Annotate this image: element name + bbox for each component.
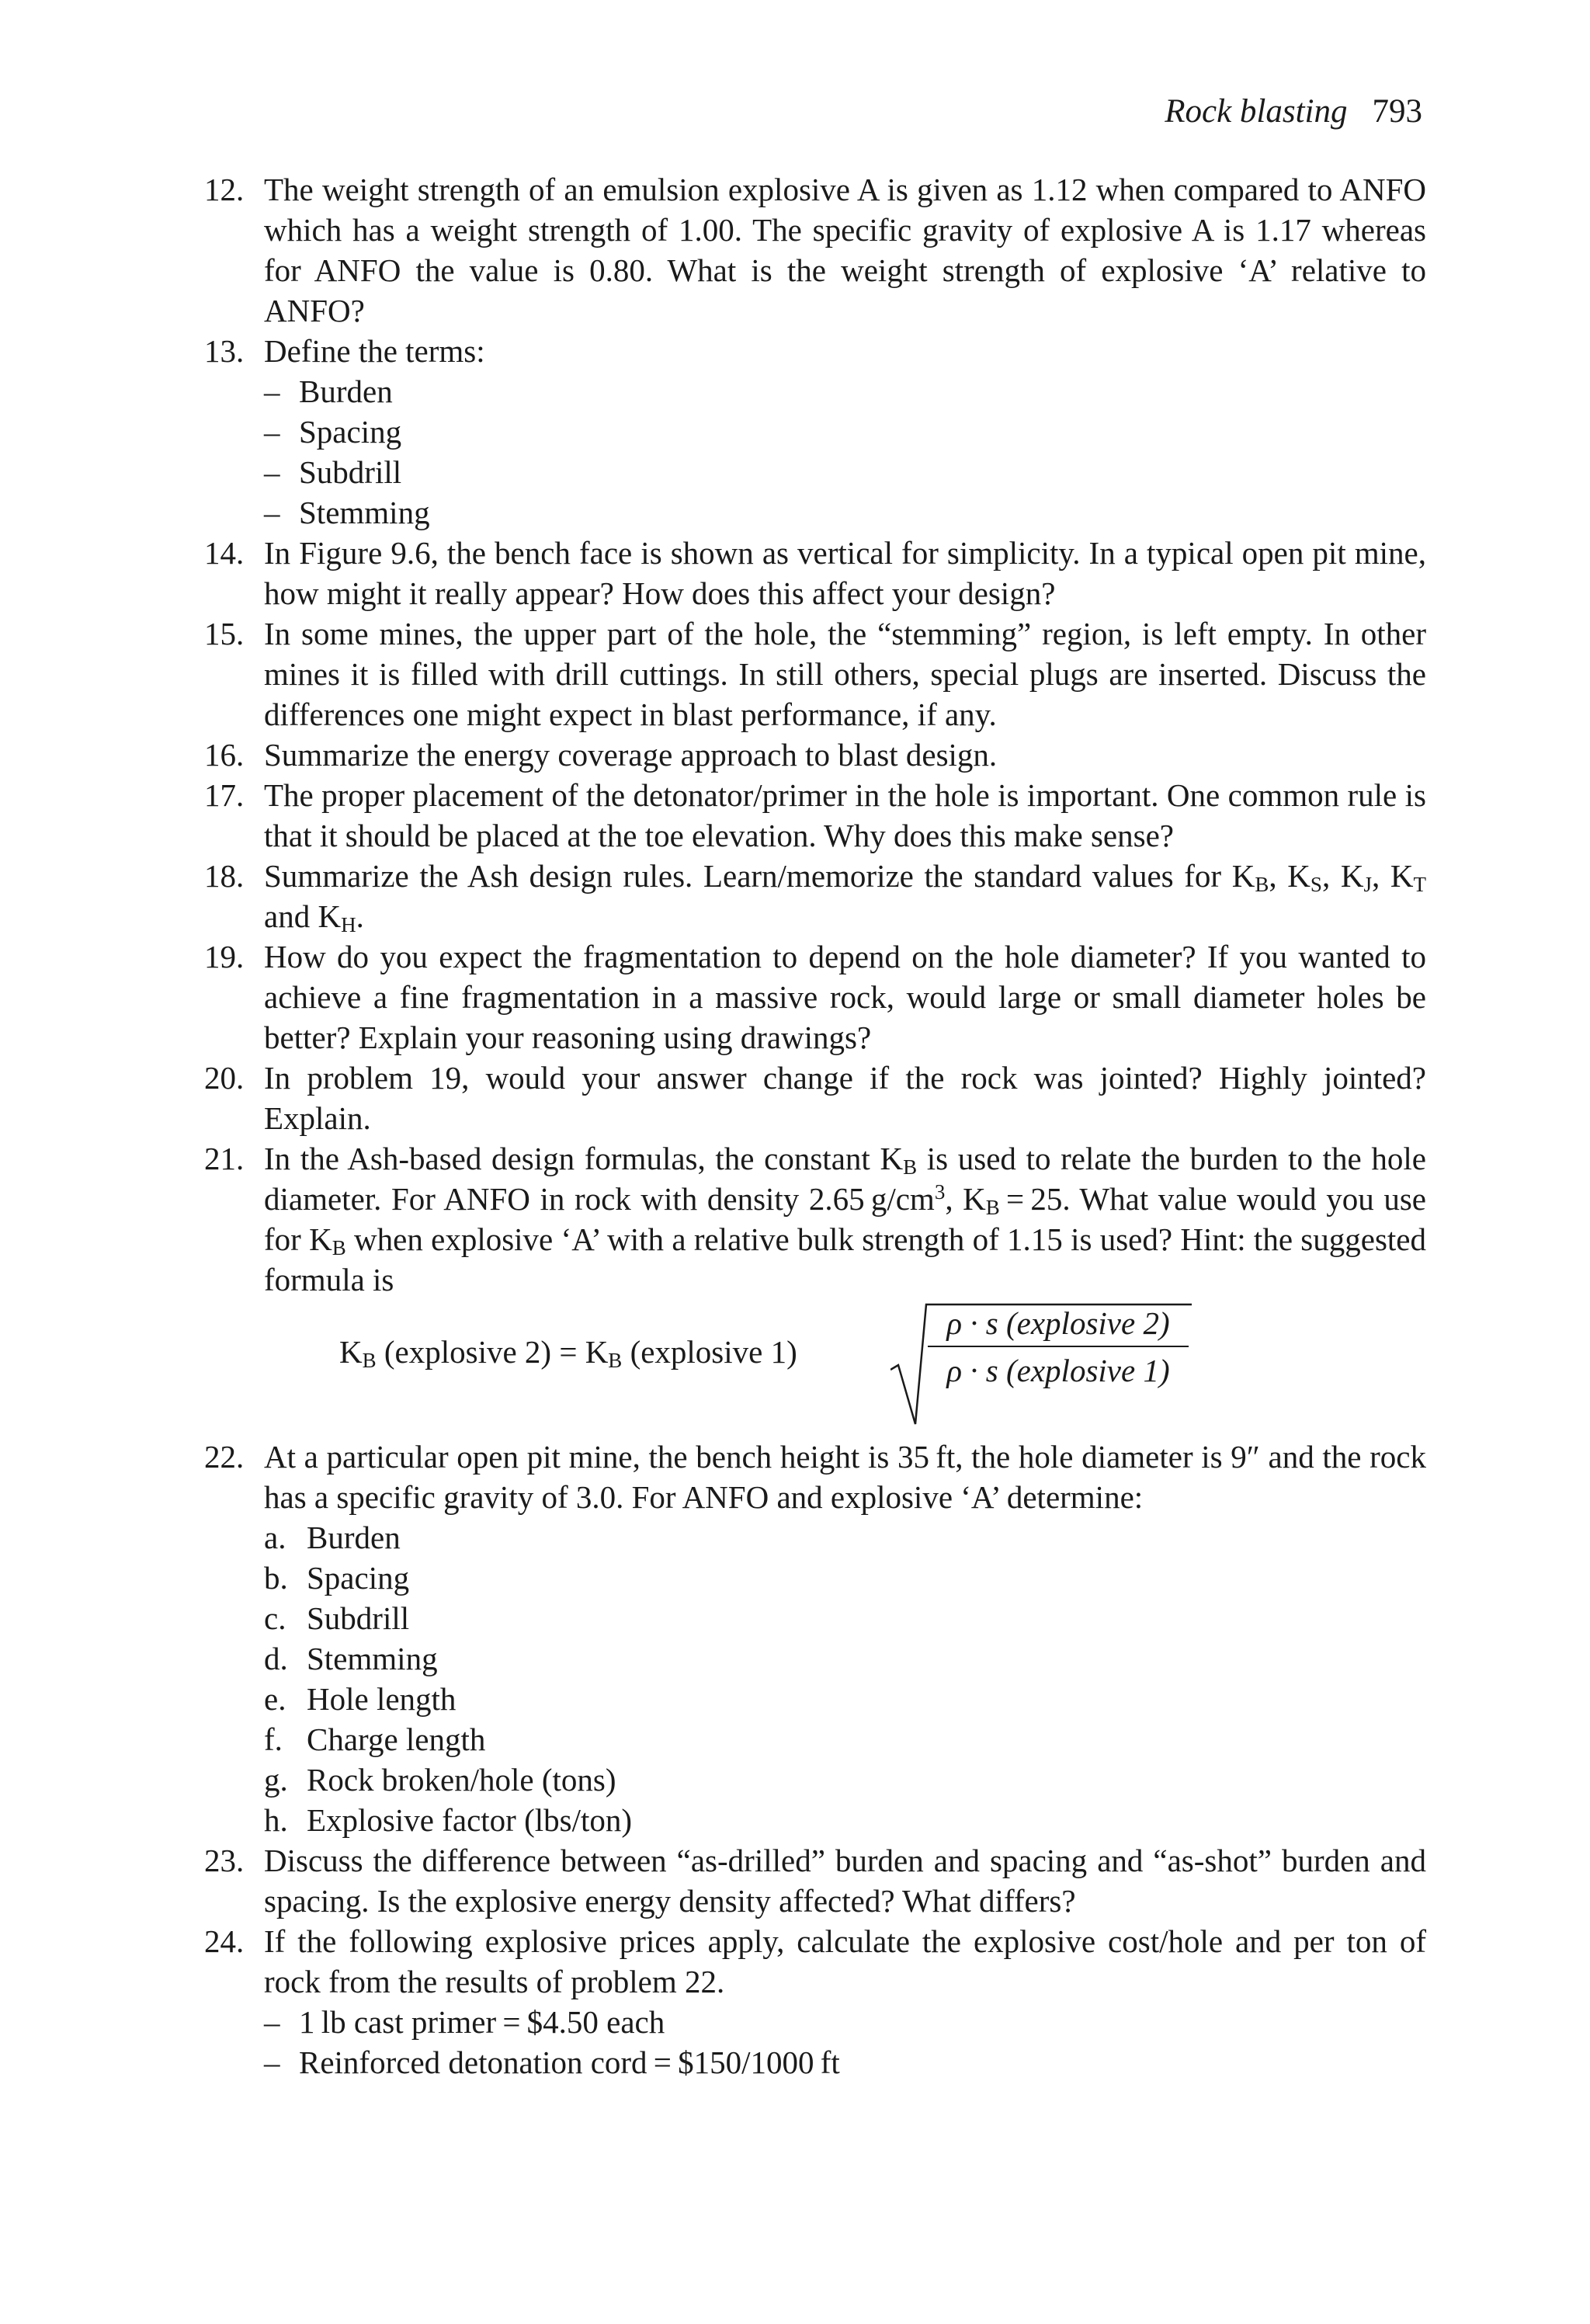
problem-number: 12. xyxy=(204,172,245,207)
list-item: c. Subdrill xyxy=(264,1600,410,1636)
problem-list xyxy=(204,169,1426,2083)
formula-fraction xyxy=(928,1303,1189,1391)
list-item: e. Hole length xyxy=(264,1681,457,1717)
problem-17 xyxy=(204,775,1426,856)
list-item: h. Explosive factor (lbs/ton) xyxy=(264,1802,633,1838)
running-title: Rock blasting xyxy=(1165,93,1348,130)
problem-text: In problem 19, would your answer change if the rock was jointed? Highly jointed? Explain. xyxy=(264,1060,1426,1136)
formula-lhs: $K_B$ (explosive $2) = K_B$ (explosive 1) xyxy=(339,1334,797,1372)
problem-text: The proper placement of the detonator/primer in the hole is important. One common rule is that it should be placed at the toe elevation. Why does this make sense? xyxy=(264,777,1426,853)
dash-marker: – xyxy=(264,2044,280,2080)
determine-list xyxy=(264,1517,1426,1840)
problem-number: 20. xyxy=(204,1060,245,1096)
fraction-numerator: ρ · s (explosive 2) xyxy=(946,1305,1170,1341)
list-item: d. Stemming xyxy=(264,1641,438,1676)
problem-text: If the following explosive prices apply, calculate the explosive cost/hole and per ton of rock from the results of problem 22. xyxy=(264,1923,1426,1999)
list-item: b. Spacing xyxy=(264,1560,410,1596)
dash-marker: – xyxy=(264,414,280,450)
problem-number: 22. xyxy=(204,1439,245,1475)
problem-16 xyxy=(204,735,1426,775)
fraction-denominator: ρ · s (explosive 1) xyxy=(946,1353,1170,1388)
problem-24 xyxy=(204,1921,1426,2083)
list-item: – Stemming xyxy=(264,492,1426,533)
problem-number: 13. xyxy=(204,333,245,369)
running-header xyxy=(1165,92,1422,132)
problem-13 xyxy=(204,331,1426,533)
problem-21 xyxy=(204,1138,1426,1436)
page-number: 793 xyxy=(1372,93,1422,130)
problem-number: 18. xyxy=(204,858,245,894)
problem-number: 19. xyxy=(204,939,245,974)
dash-marker: – xyxy=(264,454,280,490)
list-item: – 1 lb cast primer = $4.50 each xyxy=(264,2002,1426,2042)
problem-18 xyxy=(204,856,1426,936)
dash-marker: – xyxy=(264,373,280,409)
problem-text: In the Ash-based design formulas, the constant $K_B$ is used to relate the burden to the hole diameter. For ANFO in rock with density 2.65 $g/cm^3$, $K_B = 25$. What value would you use for $K_B$ when explosive ‘A’ with a relative bulk strength of 1.15 is used? Hint: the suggested formula is xyxy=(264,1141,1426,1297)
problem-text: Summarize the Ash design rules. Learn/memorize the standard values for $K_B$, $K_S$, $K_J$, $K_T$ and $K_H$. xyxy=(264,858,1427,936)
price-list xyxy=(264,2002,1426,2083)
problem-number: 21. xyxy=(204,1141,245,1176)
problem-text: In some mines, the upper part of the hole, the “stemming” region, is left empty. In other mines it is filled with drill cuttings. In still others, special plugs are inserted. Discuss the differences one might expect in blast performance, if any. xyxy=(264,616,1426,732)
problem-text: In Figure 9.6, the bench face is shown as vertical for simplicity. In a typical open pit mine, how might it really appear? How does this affect your design? xyxy=(264,535,1426,611)
list-item: g. Rock broken/hole (tons) xyxy=(264,1762,616,1798)
problem-text: The weight strength of an emulsion explosive A is given as 1.12 when compared to ANFO which has a weight strength of 1.00. The specific gravity of explosive A is 1.17 whereas for ANFO the value is 0.80. What is the weight strength of explosive ‘A’ relative to ANFO? xyxy=(264,172,1426,328)
problem-23 xyxy=(204,1840,1426,1921)
term-list xyxy=(264,371,1426,533)
list-item: – Reinforced detonation cord = $150/1000 ft xyxy=(264,2042,1426,2083)
dash-marker: – xyxy=(264,2004,280,2040)
problem-12 xyxy=(204,169,1426,331)
problem-number: 16. xyxy=(204,737,245,773)
dash-marker: – xyxy=(264,495,280,530)
problem-text: At a particular open pit mine, the bench height is 35 ft, the hole diameter is 9″ and the rock has a specific gravity of 3.0. For ANFO and explosive ‘A’ determine: xyxy=(264,1439,1426,1515)
problem-text: Discuss the difference between “as-drilled” burden and spacing and “as-shot” burden and spacing. Is the explosive energy density affected? What differs? xyxy=(264,1843,1426,1919)
list-item: – Spacing xyxy=(264,412,1426,452)
list-item: – Burden xyxy=(264,371,1426,412)
fraction-bar xyxy=(928,1346,1189,1347)
problem-number: 15. xyxy=(204,616,245,651)
list-item: a. Burden xyxy=(264,1520,401,1555)
problem-number: 14. xyxy=(204,535,245,571)
problem-19 xyxy=(204,936,1426,1058)
problem-text: Summarize the energy coverage approach to blast design. xyxy=(264,737,998,773)
problem-20 xyxy=(204,1058,1426,1138)
list-item: f. Charge length xyxy=(264,1721,486,1757)
problem-number: 23. xyxy=(204,1843,245,1878)
kb-formula xyxy=(264,1300,1426,1436)
problem-22 xyxy=(204,1436,1426,1840)
problem-number: 24. xyxy=(204,1923,245,1959)
problem-15 xyxy=(204,613,1426,735)
problem-text: How do you expect the fragmentation to depend on the hole diameter? If you wanted to achieve a fine fragmentation in a massive rock, would large or small diameter holes be better? Explain your reasoning using drawings? xyxy=(264,939,1426,1055)
list-item: – Subdrill xyxy=(264,452,1426,492)
problem-14 xyxy=(204,533,1426,613)
problem-number: 17. xyxy=(204,777,245,813)
problem-text: Define the terms: xyxy=(264,333,485,369)
